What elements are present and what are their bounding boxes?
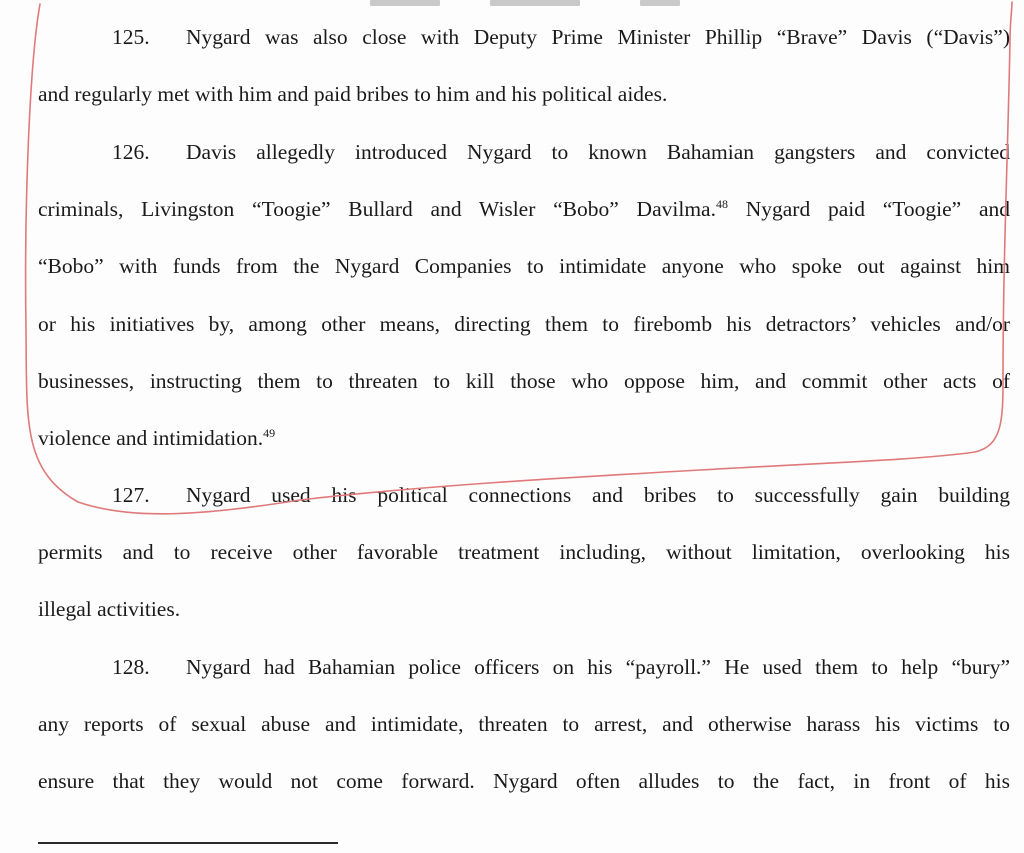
- paragraph-number: 126.: [112, 140, 150, 164]
- paragraph-line: businesses, instructing them to threaten to kill those who oppose him, and commit other acts of: [38, 368, 1010, 393]
- header-residue: [370, 0, 690, 6]
- paragraph-line: [38, 9, 1010, 66]
- paragraph-line: permits and to receive other favorable treatment including, without limitation, overlooking his: [38, 540, 1010, 565]
- paragraph-125: [38, 9, 1010, 123]
- footnote-separator: [38, 842, 338, 844]
- paragraph-text: violence and intimidation.: [38, 425, 264, 450]
- paragraph-line: any reports of sexual abuse and intimidate, threaten to arrest, and otherwise harass his victims to: [38, 712, 1010, 737]
- paragraph-127: [38, 467, 1010, 639]
- paragraph-text: Nygard used his political connections and bribes to successfully gain building: [186, 483, 1010, 507]
- paragraph-line: [38, 639, 1010, 696]
- paragraph-line: or his initiatives by, among other means, directing them to firebomb his detractors’ vehicles and/or: [38, 311, 1010, 336]
- paragraph-number: 128.: [112, 655, 150, 679]
- paragraph-text: criminals, Livingston “Toogie” Bullard and Wisler “Bobo” Davilma.: [38, 197, 716, 222]
- paragraph-text: Nygard was also close with Deputy Prime Minister Phillip “Brave” Davis (“Davis”): [186, 25, 1010, 49]
- paragraph-line: ensure that they would not come forward. Nygard often alludes to the fact, in front of his: [38, 769, 1010, 794]
- paragraph-line: [38, 124, 1010, 181]
- paragraph-line: [38, 181, 1010, 238]
- paragraph-128: [38, 639, 1010, 811]
- paragraph-line: “Bobo” with funds from the Nygard Companies to intimidate anyone who spoke out against him: [38, 254, 1010, 279]
- paragraph-126: [38, 124, 1010, 467]
- paragraph-line: [38, 467, 1010, 524]
- paragraph-number: 127.: [112, 483, 150, 507]
- paragraph-text: Nygard paid “Toogie” and: [727, 197, 1010, 222]
- paragraph-line: [38, 410, 1010, 467]
- paragraph-line: and regularly met with him and paid bribes to him and his political aides.: [38, 82, 668, 107]
- footnote-marker[interactable]: 49: [263, 425, 276, 440]
- paragraph-line: illegal activities.: [38, 597, 181, 622]
- footnote-marker[interactable]: 48: [715, 197, 728, 212]
- paragraph-number: 125.: [112, 25, 150, 49]
- paragraph-text: Davis allegedly introduced Nygard to known Bahamian gangsters and convicted: [186, 140, 1010, 164]
- paragraph-text: Nygard had Bahamian police officers on his “payroll.” He used them to help “bury”: [186, 655, 1010, 679]
